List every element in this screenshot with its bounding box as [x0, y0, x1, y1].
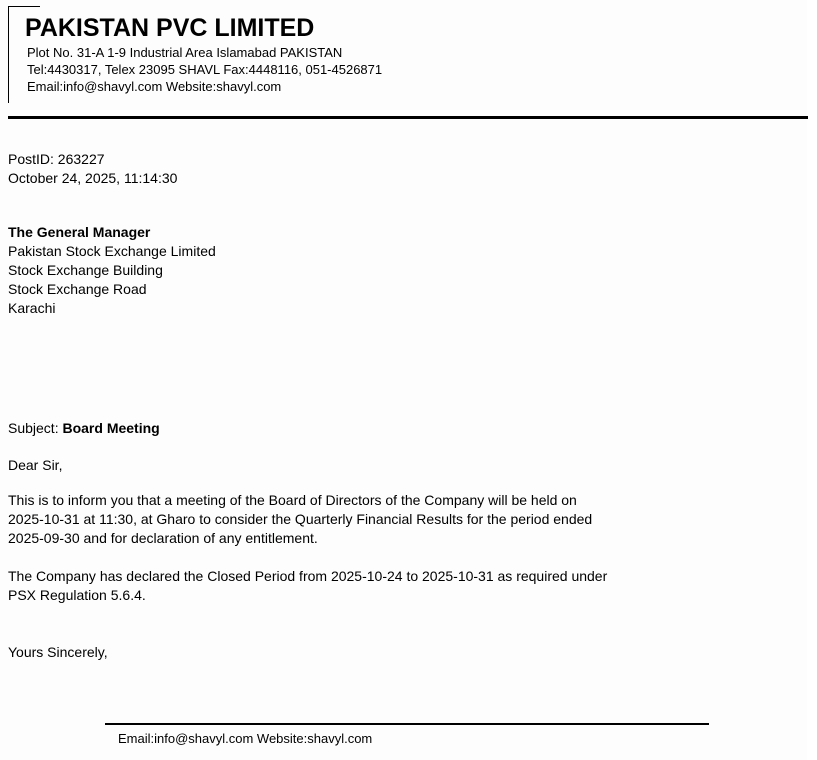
company-name: PAKISTAN PVC LIMITED — [25, 14, 315, 42]
letterhead-address: Plot No. 31-A 1-9 Industrial Area Islamabad PAKISTAN — [27, 45, 343, 60]
post-meta — [8, 150, 177, 188]
salutation: Dear Sir, — [8, 457, 63, 473]
recipient-line: Pakistan Stock Exchange Limited — [8, 243, 216, 259]
footer-divider — [105, 723, 709, 725]
paragraph-line: The Company has declared the Closed Period from 2025-10-24 to 2025-10-31 as required under — [8, 568, 608, 584]
letterhead-contact: Tel:4430317, Telex 23095 SHAVL Fax:4448116, 051-4526871 — [27, 62, 383, 77]
paragraph-closed-period — [8, 567, 607, 605]
letterhead-email-web: Email:info@shavyl.com Website:shavyl.com — [27, 79, 282, 94]
paragraph-line: PSX Regulation 5.6.4. — [8, 587, 146, 603]
footer-email-web: Email:info@shavyl.com Website:shavyl.com — [118, 731, 373, 746]
letterhead-details — [27, 44, 382, 95]
recipient-line: Stock Exchange Building — [8, 262, 163, 278]
paragraph-line: This is to inform you that a meeting of the Board of Directors of the Company will be held on — [8, 492, 577, 508]
letterhead-border-top — [8, 6, 40, 7]
paragraph-line: 2025-10-31 at 11:30, at Gharo to consider the Quarterly Financial Results for the period ended — [8, 511, 593, 527]
post-date: October 24, 2025, 11:14:30 — [8, 170, 178, 186]
subject-line — [8, 419, 160, 438]
paragraph-line: 2025-09-30 and for declaration of any entitlement. — [8, 530, 318, 546]
page-right-edge — [807, 0, 817, 760]
letterhead-divider — [8, 116, 808, 119]
post-id: PostID: 263227 — [8, 151, 105, 167]
subject-value: Board Meeting — [62, 420, 160, 436]
recipient-name: The General Manager — [8, 224, 151, 240]
closing: Yours Sincerely, — [8, 644, 108, 660]
subject-label: Subject: — [8, 420, 63, 436]
recipient-line: Karachi — [8, 300, 56, 316]
letterhead-border-left — [8, 6, 9, 103]
recipient-line: Stock Exchange Road — [8, 281, 147, 297]
paragraph-meeting-notice — [8, 491, 592, 548]
recipient-address — [8, 223, 216, 318]
